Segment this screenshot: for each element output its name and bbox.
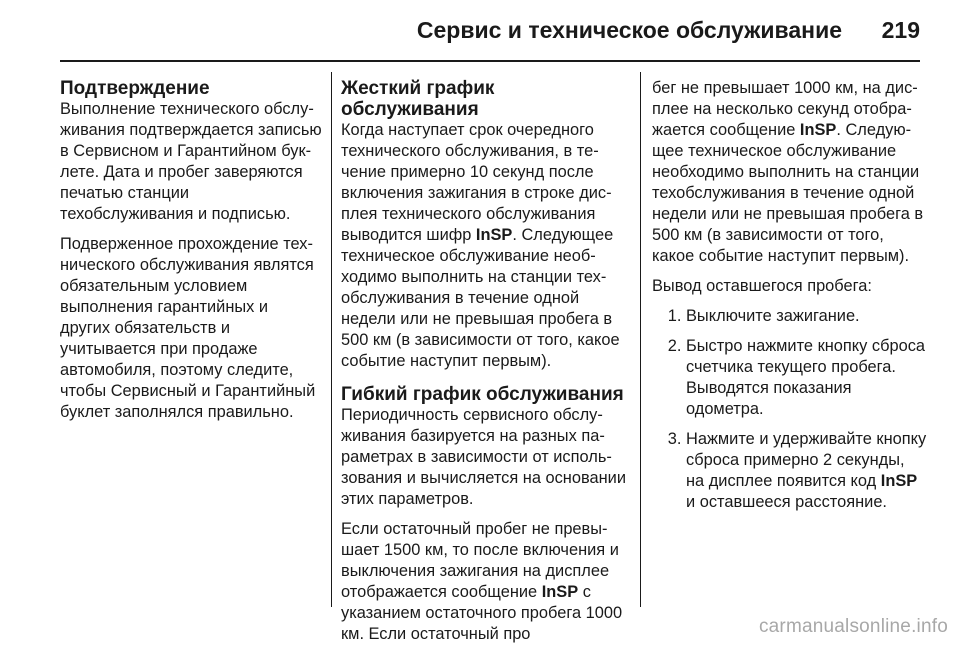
page-number: 219 bbox=[881, 17, 920, 43]
paragraph: Вывод оставшегося пробега: bbox=[652, 277, 872, 295]
text-run: бег не превышает 1000 км, на дисплее на несколько секунд отображается сообщение bbox=[652, 79, 918, 139]
text-run: и оставшееся расстояние. bbox=[686, 493, 887, 511]
column-divider-2 bbox=[640, 72, 641, 607]
page-title: Сервис и техническое обслуживание bbox=[416, 17, 842, 43]
text-run: . Следующее техническое обслуживание необходимо выполнить на станции техобслуживания в течение одной недели или не превышая пробега в 500 км (в зависимости от того, какое событие наступит первым). bbox=[652, 121, 924, 265]
page-header bbox=[0, 0, 960, 60]
paragraph: Подверженное прохождение технического обслуживания являтся обязательным условием выполнения гарантийных и других обязательств и учитывается при продаже автомобиля, поэтому следите, чтобы Сервисный и Гарантийный буклет заполнялся правильно. bbox=[60, 235, 316, 421]
heading-flexible-schedule: Гибкий график обслуживания bbox=[341, 384, 624, 405]
text-run: . Следующее техническое обслуживание необходимо выполнить на станции техобслуживания в течение одной недели или не превышая пробега в 500 км (в зависимости от того, какое событие наступит первым). bbox=[341, 226, 620, 370]
column-2 bbox=[341, 78, 629, 654]
paragraph: Периодичность сервисного обслуживания базируется на разных параметрах в зависимости от использования и вычисляется на основании этих параметров. bbox=[341, 406, 626, 508]
heading-fixed-schedule: Жесткий график обслуживания bbox=[341, 78, 495, 120]
list-item bbox=[686, 336, 927, 420]
text-run: Быстро нажмите кнопку сброса счетчика текущего пробега. Выводятся показания одометра. bbox=[686, 337, 926, 418]
text-run: с указанием остаточного пробега 1000 км. Если остаточный про bbox=[341, 583, 623, 643]
paragraph bbox=[652, 78, 927, 267]
paragraph bbox=[341, 519, 629, 645]
paragraph: Выполнение технического обслуживания подтверждается записью в Сервисном и Гарантийном буклете. Дата и пробег заверяются печатью станции техобслуживания и подписью. bbox=[60, 100, 322, 223]
list-item bbox=[686, 429, 927, 513]
heading-confirmation: Подтверждение bbox=[60, 78, 210, 99]
paragraph bbox=[341, 120, 629, 372]
column-1 bbox=[60, 78, 322, 432]
steps-list bbox=[652, 306, 927, 513]
list-item bbox=[686, 306, 927, 327]
display-code: InSP bbox=[880, 472, 918, 490]
text-run: Выключите зажигание. bbox=[686, 307, 860, 325]
display-code: InSP bbox=[799, 121, 837, 139]
watermark: carmanualsonline.info bbox=[758, 616, 948, 637]
text-run: Нажмите и удерживайте кнопку сброса примерно 2 секунды, на дисплее появится код bbox=[686, 430, 927, 490]
display-code: InSP bbox=[541, 583, 579, 601]
text-run: Если остаточный пробег не превышает 1500 км, то после включения и выключения зажигания на дисплее отображается сообщение bbox=[341, 520, 619, 601]
column-divider-1 bbox=[331, 72, 332, 607]
display-code: InSP bbox=[475, 226, 513, 244]
column-3 bbox=[652, 78, 927, 522]
header-divider bbox=[60, 60, 920, 62]
text-run: Когда наступает срок очередного технического обслуживания, в течение примерно 10 секунд после включения зажигания в строке дисплея технического обслуживания выводится шифр bbox=[341, 121, 612, 244]
